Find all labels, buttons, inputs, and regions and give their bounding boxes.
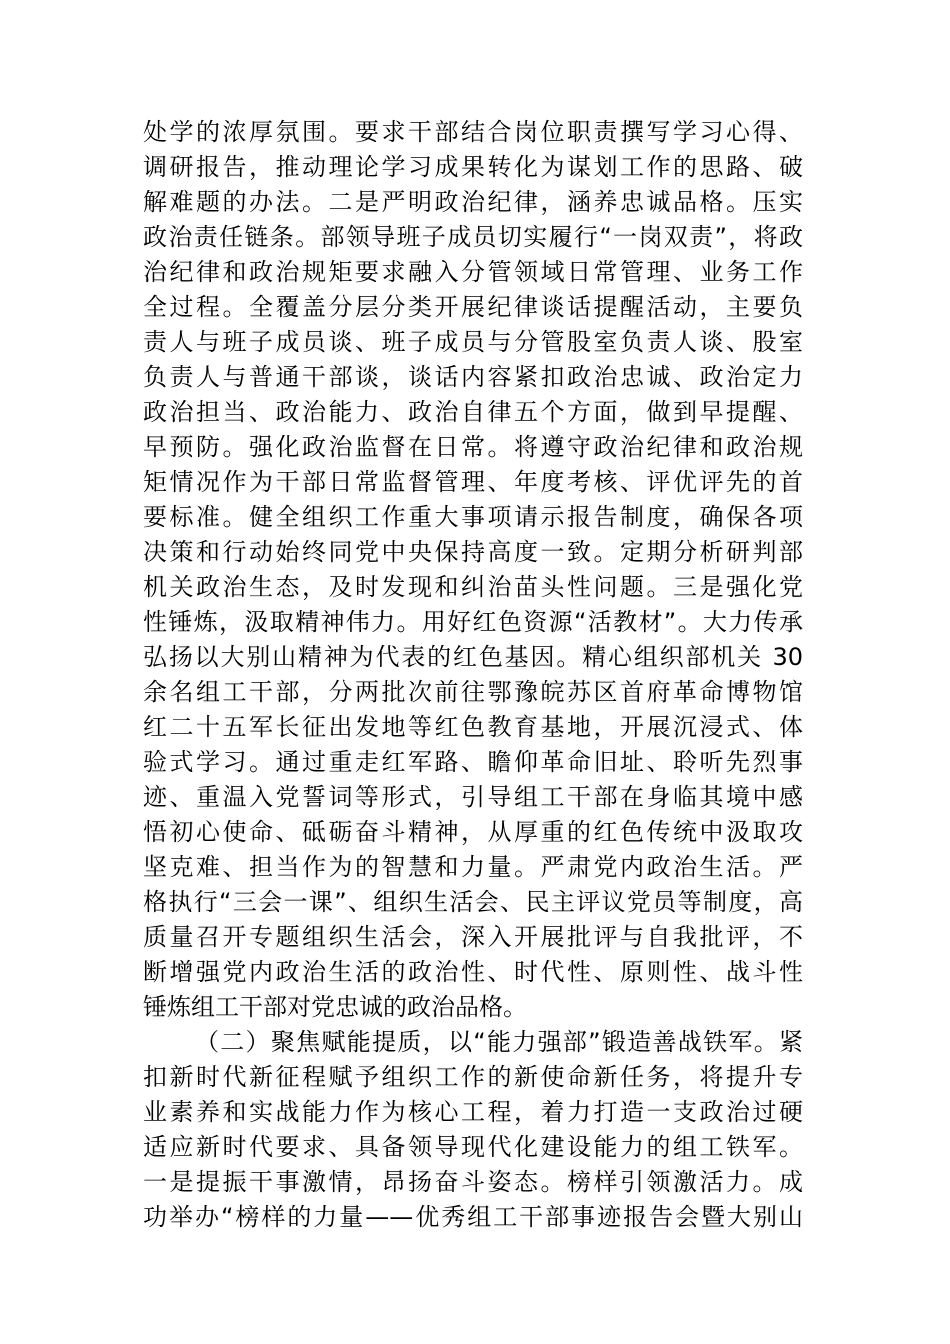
- text-line: 负责人与普通干部谈，谈话内容紧扣政治忠诚、政治定力: [143, 363, 803, 391]
- text-line: 要标准。健全组织工作重大事项请示报告制度，确保各项: [143, 503, 803, 531]
- text-line: 余名组工干部，分两批次前往鄂豫皖苏区首府革命博物馆: [143, 678, 803, 706]
- text-line: 治纪律和政治规矩要求融入分管领域日常管理、业务工作: [143, 258, 803, 286]
- text-line: 适应新时代要求、具备领导现代化建设能力的组工铁军。: [143, 1133, 803, 1161]
- text-line: 扣新时代新征程赋予组织工作的新使命新任务，将提升专: [143, 1063, 803, 1091]
- text-line: 验式学习。通过重走红军路、瞻仰革命旧址、聆听先烈事: [143, 748, 803, 776]
- text-line: 政治担当、政治能力、政治自律五个方面，做到早提醒、: [143, 398, 803, 426]
- text-line: 迹、重温入党誓词等形式，引导组工干部在身临其境中感: [143, 783, 803, 811]
- text-line: 格执行“三会一课”、组织生活会、民主评议党员等制度，高: [143, 888, 803, 916]
- document-body: [143, 115, 803, 1235]
- text-line: 矩情况作为干部日常监督管理、年度考核、评优评先的首: [143, 468, 803, 496]
- text-line: 坚克难、担当作为的智慧和力量。严肃党内政治生活。严: [143, 853, 803, 881]
- text-line: 业素养和实战能力作为核心工程，着力打造一支政治过硬: [143, 1098, 803, 1126]
- text-line: 质量召开专题组织生活会，深入开展批评与自我批评，不: [143, 923, 803, 951]
- text-line: 处学的浓厚氛围。要求干部结合岗位职责撰写学习心得、: [143, 118, 803, 146]
- text-line: 调研报告，推动理论学习成果转化为谋划工作的思路、破: [143, 153, 803, 181]
- text-line: 断增强党内政治生活的政治性、时代性、原则性、战斗性: [143, 958, 803, 986]
- text-line: 早预防。强化政治监督在日常。将遵守政治纪律和政治规: [143, 433, 803, 461]
- paragraph-section-two: [143, 1025, 803, 1235]
- text-line: 解难题的办法。二是严明政治纪律，涵养忠诚品格。压实: [143, 188, 803, 216]
- section-heading-line: （二）聚焦赋能提质，以“能力强部”锻造善战铁军。紧: [195, 1028, 803, 1056]
- text-line: 全过程。全覆盖分层分类开展纪律谈话提醒活动，主要负: [143, 293, 803, 321]
- text-line-paragraph-end: 锤炼组工干部对党忠诚的政治品格。: [143, 993, 527, 1021]
- text-line: 责人与班子成员谈、班子成员与分管股室负责人谈、股室: [143, 328, 803, 356]
- text-line: 性锤炼，汲取精神伟力。用好红色资源“活教材”。大力传承: [143, 608, 803, 636]
- paragraph-political-discipline: [143, 115, 803, 1025]
- text-line: 弘扬以大别山精神为代表的红色基因。精心组织部机关 30: [143, 643, 803, 671]
- text-line: 政治责任链条。部领导班子成员切实履行“一岗双责”，将政: [143, 223, 803, 251]
- text-line: 一是提振干事激情，昂扬奋斗姿态。榜样引领激活力。成: [143, 1168, 803, 1196]
- text-line: 机关政治生态，及时发现和纠治苗头性问题。三是强化党: [143, 573, 803, 601]
- text-line: 决策和行动始终同党中央保持高度一致。定期分析研判部: [143, 538, 803, 566]
- text-line: 功举办“榜样的力量——优秀组工干部事迹报告会暨大别山: [143, 1203, 803, 1231]
- text-line: 红二十五军长征出发地等红色教育基地，开展沉浸式、体: [143, 713, 803, 741]
- text-line: 悟初心使命、砥砺奋斗精神，从厚重的红色传统中汲取攻: [143, 818, 803, 846]
